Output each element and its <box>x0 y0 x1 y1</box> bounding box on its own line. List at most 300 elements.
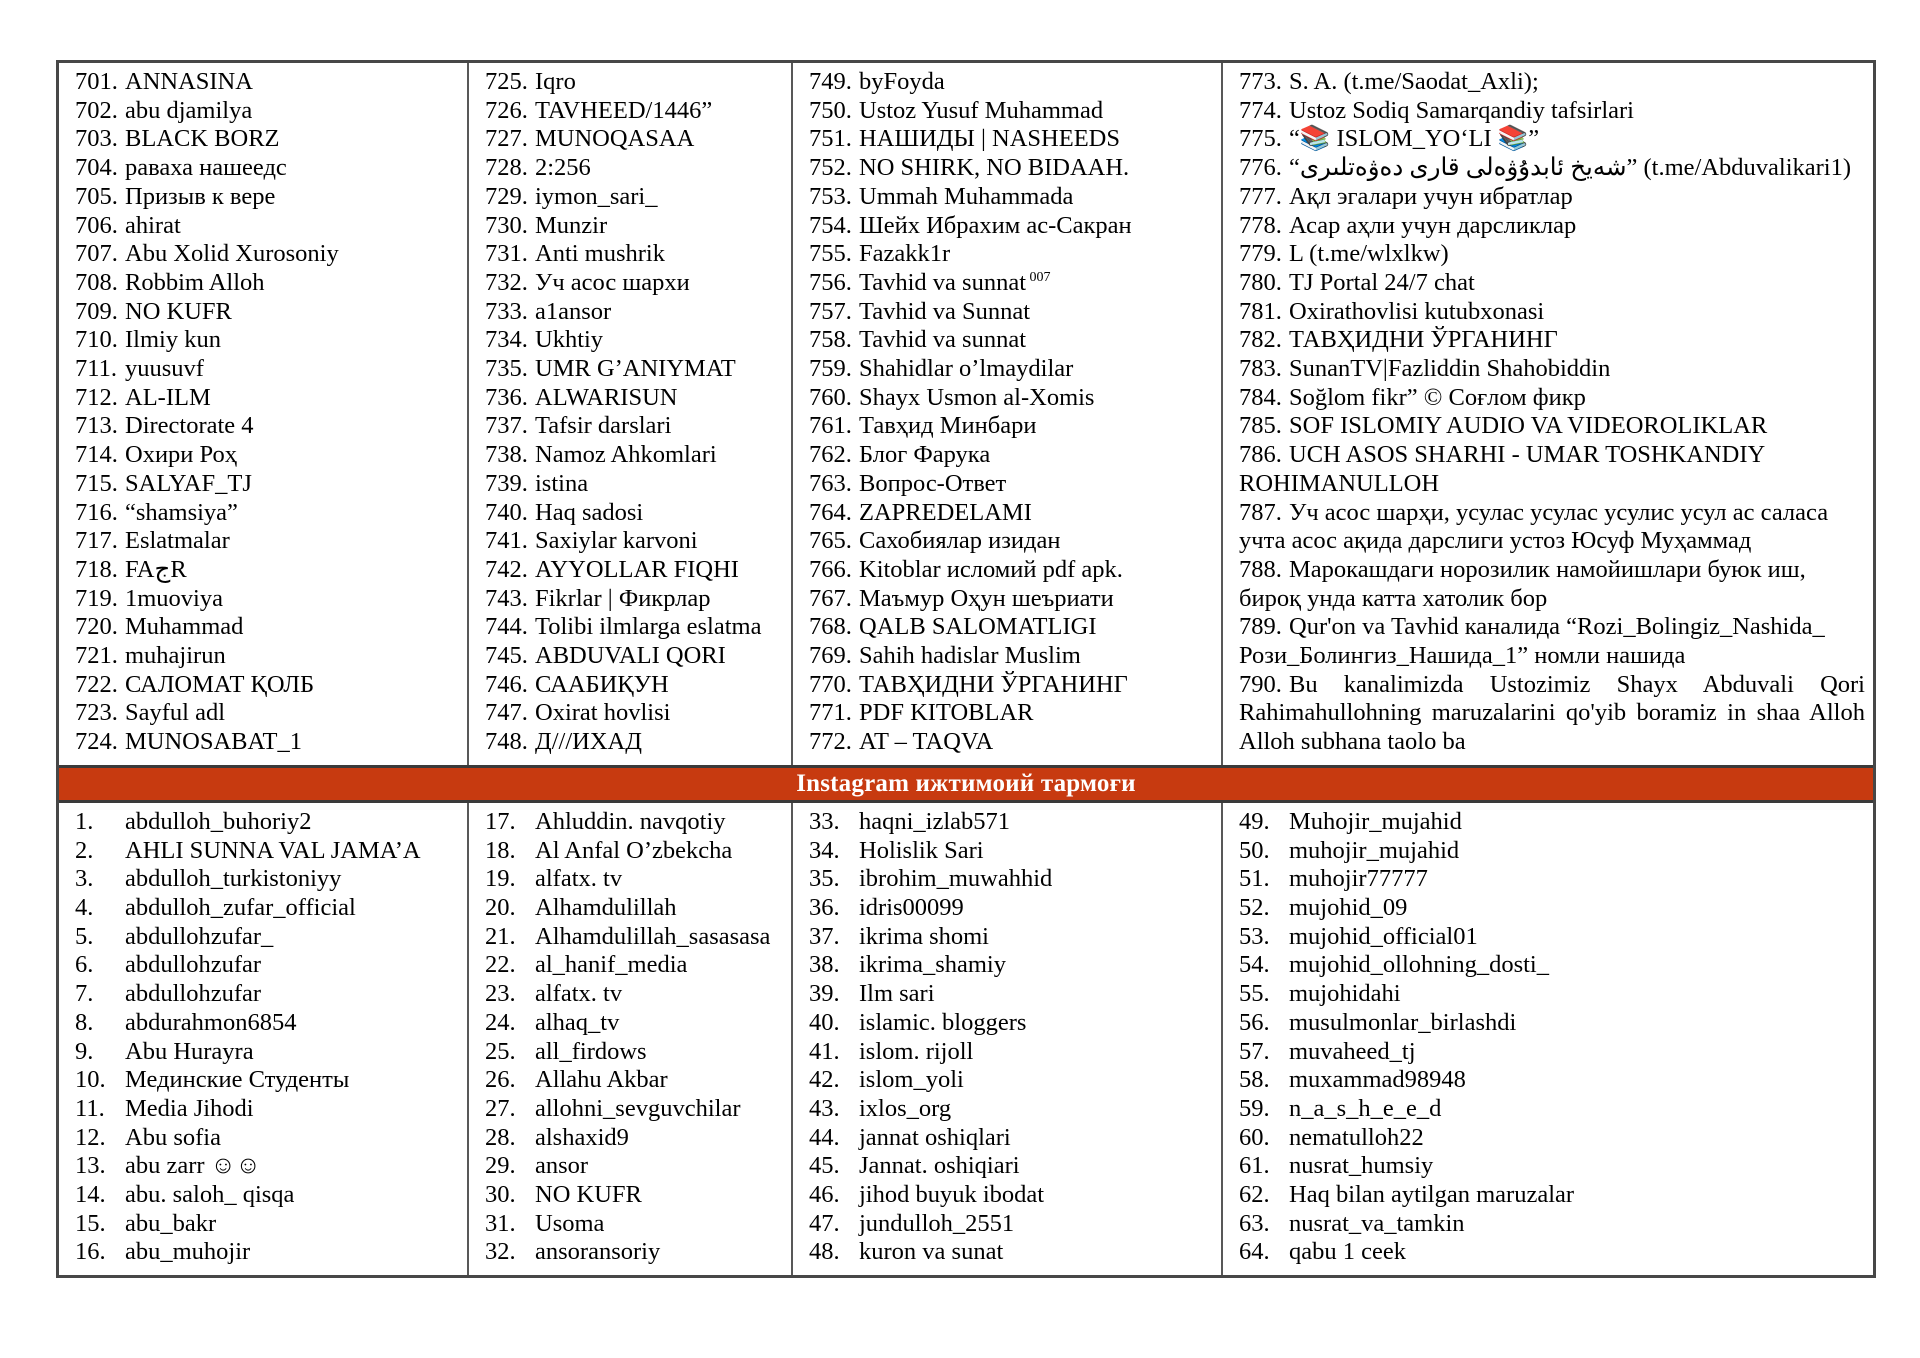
list-item <box>59 441 467 470</box>
item-text: Qur'on va Tavhid каналида “Rozi_Bolingiz_Nashida_ Рози_Болингиз_Нашида_1” номли нашида <box>1239 613 1825 670</box>
item-text: MUNOQASAA <box>535 125 695 153</box>
item-number: 786. <box>1239 441 1282 469</box>
list-item <box>469 97 791 126</box>
item-number: 770. <box>809 670 852 698</box>
list-item <box>469 585 791 614</box>
item-text: “شەيخ ئابدۇۋەلى قارى دەۋەتلىرى” (t.me/Abduvalikari1) <box>1289 154 1852 182</box>
item-number: 763. <box>809 469 852 497</box>
list-item <box>1223 1152 1873 1181</box>
item-text: СААБИҚУН <box>535 670 669 698</box>
list-item <box>469 527 791 556</box>
item-text: islom_yoli <box>859 1066 964 1094</box>
item-number: 50. <box>1239 836 1270 864</box>
list-item <box>1223 613 1873 670</box>
item-text: muhojir77777 <box>1289 865 1428 893</box>
list-item <box>469 384 791 413</box>
item-number: 745. <box>485 642 528 670</box>
item-text: Ilmiy kun <box>125 326 221 354</box>
item-text: L (t.me/wlxlkw) <box>1289 240 1449 268</box>
item-number: 779. <box>1239 240 1282 268</box>
item-number: 26. <box>485 1066 516 1094</box>
item-text: abu zarr ☺☺ <box>125 1152 261 1180</box>
item-number: 44. <box>809 1123 840 1151</box>
item-number: 703. <box>75 125 118 153</box>
item-number: 720. <box>75 613 118 641</box>
item-text: Sahih hadislar Muslim <box>859 642 1081 670</box>
item-number: 751. <box>809 125 852 153</box>
item-text: abu_muhojir <box>125 1238 251 1266</box>
list-item <box>1223 68 1873 97</box>
item-text: Abu Xolid Xurosoniy <box>125 240 339 268</box>
list-item <box>793 298 1221 327</box>
channel-column-2 <box>469 63 793 765</box>
item-text: islom. rijoll <box>859 1037 974 1065</box>
item-text: Ahluddin. navqotiy <box>535 807 726 835</box>
item-number: 62. <box>1239 1181 1270 1209</box>
list-item <box>59 154 467 183</box>
list-item <box>793 585 1221 614</box>
item-number: 23. <box>485 980 516 1008</box>
item-number: 24. <box>485 1008 516 1036</box>
list-item <box>59 269 467 298</box>
item-text: Маъмур Оҳун шеъриати <box>859 584 1114 612</box>
item-text: allohni_sevguvchilar <box>535 1094 741 1122</box>
item-number: 64. <box>1239 1238 1270 1266</box>
item-number: 734. <box>485 326 528 354</box>
item-text: ZAPREDELAMI <box>859 498 1032 526</box>
item-text: Tavhid va sunnat <box>859 326 1027 354</box>
item-number: 51. <box>1239 865 1270 893</box>
list-item <box>1223 1181 1873 1210</box>
list-item <box>1223 894 1873 923</box>
list-item <box>59 470 467 499</box>
item-number: 758. <box>809 326 852 354</box>
list-item <box>469 355 791 384</box>
item-number: 731. <box>485 240 528 268</box>
list-item <box>1223 1066 1873 1095</box>
item-text: MUNOSABAT_1 <box>125 728 302 756</box>
item-number: 788. <box>1239 555 1282 583</box>
list-item <box>469 125 791 154</box>
item-number: 57. <box>1239 1037 1270 1065</box>
item-text: Shahidlar o’lmaydilar <box>859 355 1074 383</box>
item-number: 729. <box>485 182 528 210</box>
list-item <box>59 183 467 212</box>
list-item <box>469 837 791 866</box>
list-item <box>1223 951 1873 980</box>
item-number: 764. <box>809 498 852 526</box>
item-text: abdulloh_turkistoniyy <box>125 865 342 893</box>
list-item <box>59 326 467 355</box>
list-item <box>59 499 467 528</box>
list-item <box>59 384 467 413</box>
list-item <box>793 865 1221 894</box>
item-number: 49. <box>1239 807 1270 835</box>
item-text: “shamsiya” <box>125 498 238 526</box>
item-text: TAVHEED/1446” <box>535 96 713 124</box>
item-text: ikrima_shamiy <box>859 951 1006 979</box>
item-number: 54. <box>1239 951 1270 979</box>
item-text: SALYAF_TJ <box>125 469 252 497</box>
item-number: 33. <box>809 807 840 835</box>
item-number: 709. <box>75 297 118 325</box>
item-text: Шейх Ибрахим ас-Сакран <box>859 211 1132 239</box>
list-item <box>59 894 467 923</box>
item-text: Alhamdulillah_sasasasa <box>535 922 771 950</box>
item-number: 718. <box>75 555 118 583</box>
item-number: 702. <box>75 96 118 124</box>
list-item <box>59 1152 467 1181</box>
item-number: 768. <box>809 613 852 641</box>
account-column-4 <box>1223 803 1873 1275</box>
item-text: Abu Hurayra <box>125 1037 254 1065</box>
list-item <box>469 1124 791 1153</box>
list-item <box>469 240 791 269</box>
channel-column-4 <box>1223 63 1873 765</box>
list-item <box>793 1238 1221 1267</box>
list-item <box>59 1066 467 1095</box>
item-text: idris00099 <box>859 893 964 921</box>
item-number: 708. <box>75 268 118 296</box>
item-text: AL-ILM <box>125 383 211 411</box>
list-item <box>793 240 1221 269</box>
item-number: 42. <box>809 1066 840 1094</box>
list-item <box>59 412 467 441</box>
list-item <box>793 183 1221 212</box>
list-item <box>793 980 1221 1009</box>
list-item <box>793 1095 1221 1124</box>
item-number: 61. <box>1239 1152 1270 1180</box>
list-item <box>793 951 1221 980</box>
item-text: yuusuvf <box>125 355 204 383</box>
list-item <box>59 671 467 700</box>
list-item <box>469 183 791 212</box>
list-item <box>1223 1210 1873 1239</box>
item-number: 34. <box>809 836 840 864</box>
list-item <box>1223 1124 1873 1153</box>
item-number: 27. <box>485 1094 516 1122</box>
item-text: 1muoviya <box>125 584 223 612</box>
list-item <box>59 556 467 585</box>
item-text: BLACK BORZ <box>125 125 280 153</box>
item-number: 56. <box>1239 1008 1270 1036</box>
item-text: FAجR <box>125 555 187 583</box>
item-number: 52. <box>1239 893 1270 921</box>
list-item <box>1223 923 1873 952</box>
item-text: nematulloh22 <box>1289 1123 1424 1151</box>
list-item <box>59 1181 467 1210</box>
item-text: mujohid_09 <box>1289 893 1408 921</box>
list-item <box>469 212 791 241</box>
item-number: 726. <box>485 96 528 124</box>
item-text: Ummah Muhammada <box>859 182 1074 210</box>
item-text: abdulloh_zufar_official <box>125 893 356 921</box>
list-item <box>1223 355 1873 384</box>
item-number: 785. <box>1239 412 1282 440</box>
item-text: SOF ISLOMIY AUDIO VA VIDEOROLIKLAR <box>1289 412 1768 440</box>
list-item <box>793 671 1221 700</box>
item-number: 725. <box>485 68 528 95</box>
list-item <box>469 154 791 183</box>
item-number: 741. <box>485 527 528 555</box>
item-text: alhaq_tv <box>535 1008 620 1036</box>
list-item <box>793 808 1221 837</box>
item-number: 1. <box>75 807 94 835</box>
item-text: alfatx. tv <box>535 980 623 1008</box>
item-text: SunanTV|Fazliddin Shahobiddin <box>1289 355 1611 383</box>
list-item <box>793 1124 1221 1153</box>
item-number: 737. <box>485 412 528 440</box>
item-text: Ilm sari <box>859 980 935 1008</box>
item-number: 53. <box>1239 922 1270 950</box>
item-text: abu djamilya <box>125 96 253 124</box>
list-item <box>1223 865 1873 894</box>
item-text: раваха нашеедс <box>125 154 287 182</box>
item-number: 773. <box>1239 68 1282 95</box>
item-text: “📚 ISLOM_YO‘LI 📚” <box>1289 125 1540 153</box>
item-text: Kitoblar исломий pdf apk. <box>859 555 1123 583</box>
item-text: ikrima shomi <box>859 922 989 950</box>
item-text: muhajirun <box>125 642 226 670</box>
list-item <box>469 865 791 894</box>
item-number: 733. <box>485 297 528 325</box>
list-item <box>793 1181 1221 1210</box>
list-item <box>469 980 791 1009</box>
item-number: 40. <box>809 1008 840 1036</box>
list-item <box>469 1152 791 1181</box>
list-item <box>1223 384 1873 413</box>
item-text: alshaxid9 <box>535 1123 629 1151</box>
item-number: 774. <box>1239 96 1282 124</box>
list-item <box>793 613 1221 642</box>
item-number: 740. <box>485 498 528 526</box>
item-number: 721. <box>75 642 118 670</box>
item-text: Мединские Студенты <box>125 1066 350 1094</box>
list-item <box>59 837 467 866</box>
channels-list-top-section <box>59 63 1873 765</box>
item-number: 13. <box>75 1152 106 1180</box>
item-text: Асар аҳли учун дарсликлар <box>1289 211 1577 239</box>
item-number: 18. <box>485 836 516 864</box>
item-text: Bu kanalimizda Ustozimiz Shayx Abduvali Qori Rahimahullohning maruzalarini qo'yib boramiz in shaa Alloh Alloh subhana taolo ba <box>1239 670 1865 756</box>
list-item <box>59 1238 467 1267</box>
item-text: AHLI SUNNA VAL JAMA’A <box>125 836 421 864</box>
item-number: 778. <box>1239 211 1282 239</box>
item-text: Shayx Usmon al-Xomis <box>859 383 1095 411</box>
item-text: Tavhid va sunnat <box>859 268 1027 296</box>
list-item <box>469 412 791 441</box>
item-number: 783. <box>1239 355 1282 383</box>
list-item <box>1223 240 1873 269</box>
list-item <box>1223 499 1873 556</box>
list-item <box>469 894 791 923</box>
item-text: Haq bilan aytilgan maruzalar <box>1289 1181 1575 1209</box>
list-item <box>59 1210 467 1239</box>
item-text: Марокашдаги норозилик намойишлари буюк иш, бироқ унда катта хатолик бор <box>1239 555 1806 612</box>
item-number: 30. <box>485 1181 516 1209</box>
item-number: 759. <box>809 355 852 383</box>
item-number: 757. <box>809 297 852 325</box>
item-text: Призыв к вере <box>125 182 276 210</box>
list-item <box>1223 125 1873 154</box>
item-number: 732. <box>485 268 528 296</box>
list-item <box>59 527 467 556</box>
item-text: kuron va sunat <box>859 1238 1004 1266</box>
item-text: QALB SALOMATLIGI <box>859 613 1097 641</box>
item-number: 39. <box>809 980 840 1008</box>
item-number: 710. <box>75 326 118 354</box>
list-item <box>59 699 467 728</box>
item-text: iymon_sari_ <box>535 182 658 210</box>
item-number: 753. <box>809 182 852 210</box>
list-item <box>59 1095 467 1124</box>
item-number: 719. <box>75 584 118 612</box>
item-text: Oxirathovlisi kutubxonasi <box>1289 297 1545 325</box>
item-text: mujohidahi <box>1289 980 1401 1008</box>
item-number: 14. <box>75 1181 106 1209</box>
item-text: abdurahmon6854 <box>125 1008 297 1036</box>
list-item <box>793 212 1221 241</box>
item-text: nusrat_humsiy <box>1289 1152 1434 1180</box>
item-number: 20. <box>485 893 516 921</box>
instagram-section-title: Instagram ижтимоий тармоғи <box>796 769 1136 797</box>
item-text: Namoz Ahkomlari <box>535 441 717 469</box>
item-number: 36. <box>809 893 840 921</box>
item-text: NO KUFR <box>125 297 232 325</box>
list-item <box>469 269 791 298</box>
account-column-2 <box>469 803 793 1275</box>
item-number: 746. <box>485 670 528 698</box>
list-item <box>469 298 791 327</box>
item-number: 43. <box>809 1094 840 1122</box>
list-item <box>793 728 1221 757</box>
channels-table <box>56 60 1876 1278</box>
item-text: ANNASINA <box>125 68 253 95</box>
item-number: 19. <box>485 865 516 893</box>
item-text: ALWARISUN <box>535 383 678 411</box>
list-item <box>793 412 1221 441</box>
item-number: 16. <box>75 1238 106 1266</box>
item-text: UCH ASOS SHARHI - UMAR TOSHKANDIY ROHIMANULLOH <box>1239 441 1765 497</box>
list-item <box>469 1095 791 1124</box>
item-text: Tolibi ilmlarga eslatma <box>535 613 762 641</box>
instagram-accounts-section <box>59 803 1873 1275</box>
list-item <box>59 355 467 384</box>
item-text: muxammad98948 <box>1289 1066 1466 1094</box>
list-item <box>1223 1009 1873 1038</box>
list-item <box>793 1066 1221 1095</box>
list-item <box>793 894 1221 923</box>
item-number: 762. <box>809 441 852 469</box>
list-item <box>59 97 467 126</box>
item-text: Jannat. oshiqiari <box>859 1152 1020 1180</box>
list-item <box>469 951 791 980</box>
item-number: 31. <box>485 1209 516 1237</box>
item-text: Sayful adl <box>125 699 226 727</box>
list-item <box>793 699 1221 728</box>
item-number: 736. <box>485 383 528 411</box>
list-item <box>1223 1095 1873 1124</box>
item-text: a1ansor <box>535 297 612 325</box>
list-item <box>469 499 791 528</box>
list-item <box>469 1181 791 1210</box>
list-item <box>1223 671 1873 757</box>
item-text: Уч асос шархи <box>535 268 690 296</box>
item-number: 6. <box>75 951 94 979</box>
item-number: 748. <box>485 728 528 756</box>
list-item <box>793 470 1221 499</box>
item-number: 743. <box>485 584 528 612</box>
item-number: 784. <box>1239 383 1282 411</box>
list-item <box>59 212 467 241</box>
list-item <box>793 1009 1221 1038</box>
item-text: abu. saloh_ qisqa <box>125 1181 295 1209</box>
item-text: islamic. bloggers <box>859 1008 1027 1036</box>
item-text: ibrohim_muwahhid <box>859 865 1053 893</box>
list-item <box>1223 212 1873 241</box>
item-text: Eslatmalar <box>125 527 230 555</box>
item-number: 707. <box>75 240 118 268</box>
item-number: 767. <box>809 584 852 612</box>
list-item <box>59 1038 467 1067</box>
item-number: 750. <box>809 96 852 124</box>
item-number: 722. <box>75 670 118 698</box>
item-text: Alhamdulillah <box>535 893 677 921</box>
item-number: 717. <box>75 527 118 555</box>
account-column-1 <box>59 803 469 1275</box>
list-item <box>59 980 467 1009</box>
list-item <box>793 556 1221 585</box>
item-number: 11. <box>75 1094 105 1122</box>
item-text: abdulloh_buhoriy2 <box>125 807 312 835</box>
item-number: 35. <box>809 865 840 893</box>
item-number: 727. <box>485 125 528 153</box>
item-number: 780. <box>1239 268 1282 296</box>
channel-column-3 <box>793 63 1223 765</box>
item-text: byFoyda <box>859 68 945 95</box>
list-item <box>469 728 791 757</box>
item-number: 38. <box>809 951 840 979</box>
item-number: 724. <box>75 728 118 756</box>
list-item <box>469 699 791 728</box>
item-number: 755. <box>809 240 852 268</box>
item-text: Haq sadosi <box>535 498 644 526</box>
item-text: САЛОМАТ ҚОЛБ <box>125 670 315 698</box>
item-number: 60. <box>1239 1123 1270 1151</box>
list-item <box>469 470 791 499</box>
item-number: 28. <box>485 1123 516 1151</box>
item-text: abdullohzufar <box>125 951 262 979</box>
list-item <box>1223 412 1873 441</box>
item-text: all_firdows <box>535 1037 647 1065</box>
list-item <box>469 613 791 642</box>
list-item <box>59 728 467 757</box>
item-text: Iqro <box>535 68 576 95</box>
item-number: 739. <box>485 469 528 497</box>
item-text: n_a_s_h_e_e_d <box>1289 1094 1442 1122</box>
item-text: Тавҳид Минбари <box>859 412 1037 440</box>
item-number: 752. <box>809 154 852 182</box>
item-number: 747. <box>485 699 528 727</box>
list-item <box>793 837 1221 866</box>
item-text: Allahu Akbar <box>535 1066 668 1094</box>
item-text: Д///ИХАД <box>535 728 642 756</box>
list-item <box>469 1210 791 1239</box>
item-text: Ustoz Yusuf Muhammad <box>859 96 1104 124</box>
item-number: 730. <box>485 211 528 239</box>
list-item <box>793 642 1221 671</box>
list-item <box>59 125 467 154</box>
